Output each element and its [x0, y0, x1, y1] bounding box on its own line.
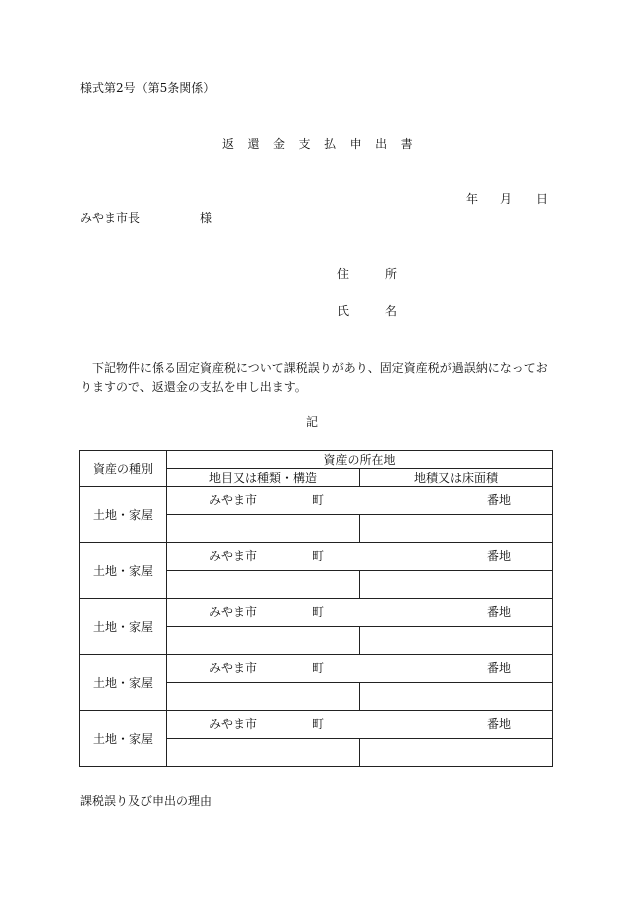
- land-structure-cell[interactable]: [167, 571, 360, 599]
- name-label: 氏 名: [337, 304, 398, 318]
- location-city: みやま市: [209, 549, 258, 563]
- date-month: 月: [500, 192, 513, 206]
- location-lot: 番地: [487, 661, 512, 675]
- location-cell: [167, 487, 553, 515]
- title-char: 払: [324, 137, 337, 151]
- table-header-row: [80, 451, 553, 469]
- location-town: 町: [312, 493, 325, 507]
- land-structure-cell[interactable]: [167, 739, 360, 767]
- location-city: みやま市: [209, 493, 258, 507]
- location-city: みやま市: [209, 661, 258, 675]
- location-cell: [167, 543, 553, 571]
- asset-type-cell: 土地・家屋: [80, 599, 167, 655]
- date-day: 日: [536, 192, 549, 206]
- date-line: [466, 192, 548, 206]
- header-asset-type: 資産の種別: [80, 451, 167, 487]
- title-char: 還: [247, 137, 260, 151]
- location-lot: 番地: [487, 717, 512, 731]
- ki-label: 記: [306, 415, 319, 429]
- header-land-structure: 地目又は種類・構造: [167, 469, 360, 487]
- area-cell[interactable]: [360, 627, 553, 655]
- asset-type-cell: 土地・家屋: [80, 655, 167, 711]
- asset-type-cell: 土地・家屋: [80, 543, 167, 599]
- table-row: [80, 711, 553, 739]
- location-lot: 番地: [487, 493, 512, 507]
- location-town: 町: [312, 717, 325, 731]
- title-char: 返: [222, 137, 235, 151]
- title-char: 出: [375, 137, 388, 151]
- table-row: [80, 543, 553, 571]
- land-structure-cell[interactable]: [167, 627, 360, 655]
- location-town: 町: [312, 605, 325, 619]
- area-cell[interactable]: [360, 571, 553, 599]
- asset-type-cell: 土地・家屋: [80, 711, 167, 767]
- body-text: 下記物件に係る固定資産税について課税誤りがあり、固定資産税が過誤納になっておりますので、返還金の支払を申し出ます。: [80, 361, 548, 394]
- location-cell: [167, 711, 553, 739]
- location-city: みやま市: [209, 717, 258, 731]
- table-row: [80, 599, 553, 627]
- location-cell: [167, 655, 553, 683]
- title-char: 金: [273, 137, 286, 151]
- location-lot: 番地: [487, 549, 512, 563]
- title-char: 書: [400, 137, 413, 151]
- address-label: 住 所: [337, 267, 398, 281]
- area-cell[interactable]: [360, 515, 553, 543]
- header-area: 地積又は床面積: [360, 469, 553, 487]
- area-cell[interactable]: [360, 683, 553, 711]
- location-city: みやま市: [209, 605, 258, 619]
- form-number: 様式第2号（第5条関係）: [80, 81, 216, 95]
- header-asset-location: 資産の所在地: [167, 451, 553, 469]
- title-char: 申: [349, 137, 362, 151]
- location-cell: [167, 599, 553, 627]
- reason-label: 課税誤り及び申出の理由: [80, 794, 213, 808]
- location-lot: 番地: [487, 605, 512, 619]
- title-char: 支: [298, 137, 311, 151]
- table-row: [80, 487, 553, 515]
- location-town: 町: [312, 549, 325, 563]
- recipient: みやま市長 様: [80, 211, 213, 225]
- asset-table: [79, 450, 553, 767]
- date-year: 年: [466, 192, 479, 206]
- land-structure-cell[interactable]: [167, 515, 360, 543]
- table-row: [80, 655, 553, 683]
- location-town: 町: [312, 661, 325, 675]
- asset-type-cell: 土地・家屋: [80, 487, 167, 543]
- document-title: [222, 137, 426, 151]
- land-structure-cell[interactable]: [167, 683, 360, 711]
- area-cell[interactable]: [360, 739, 553, 767]
